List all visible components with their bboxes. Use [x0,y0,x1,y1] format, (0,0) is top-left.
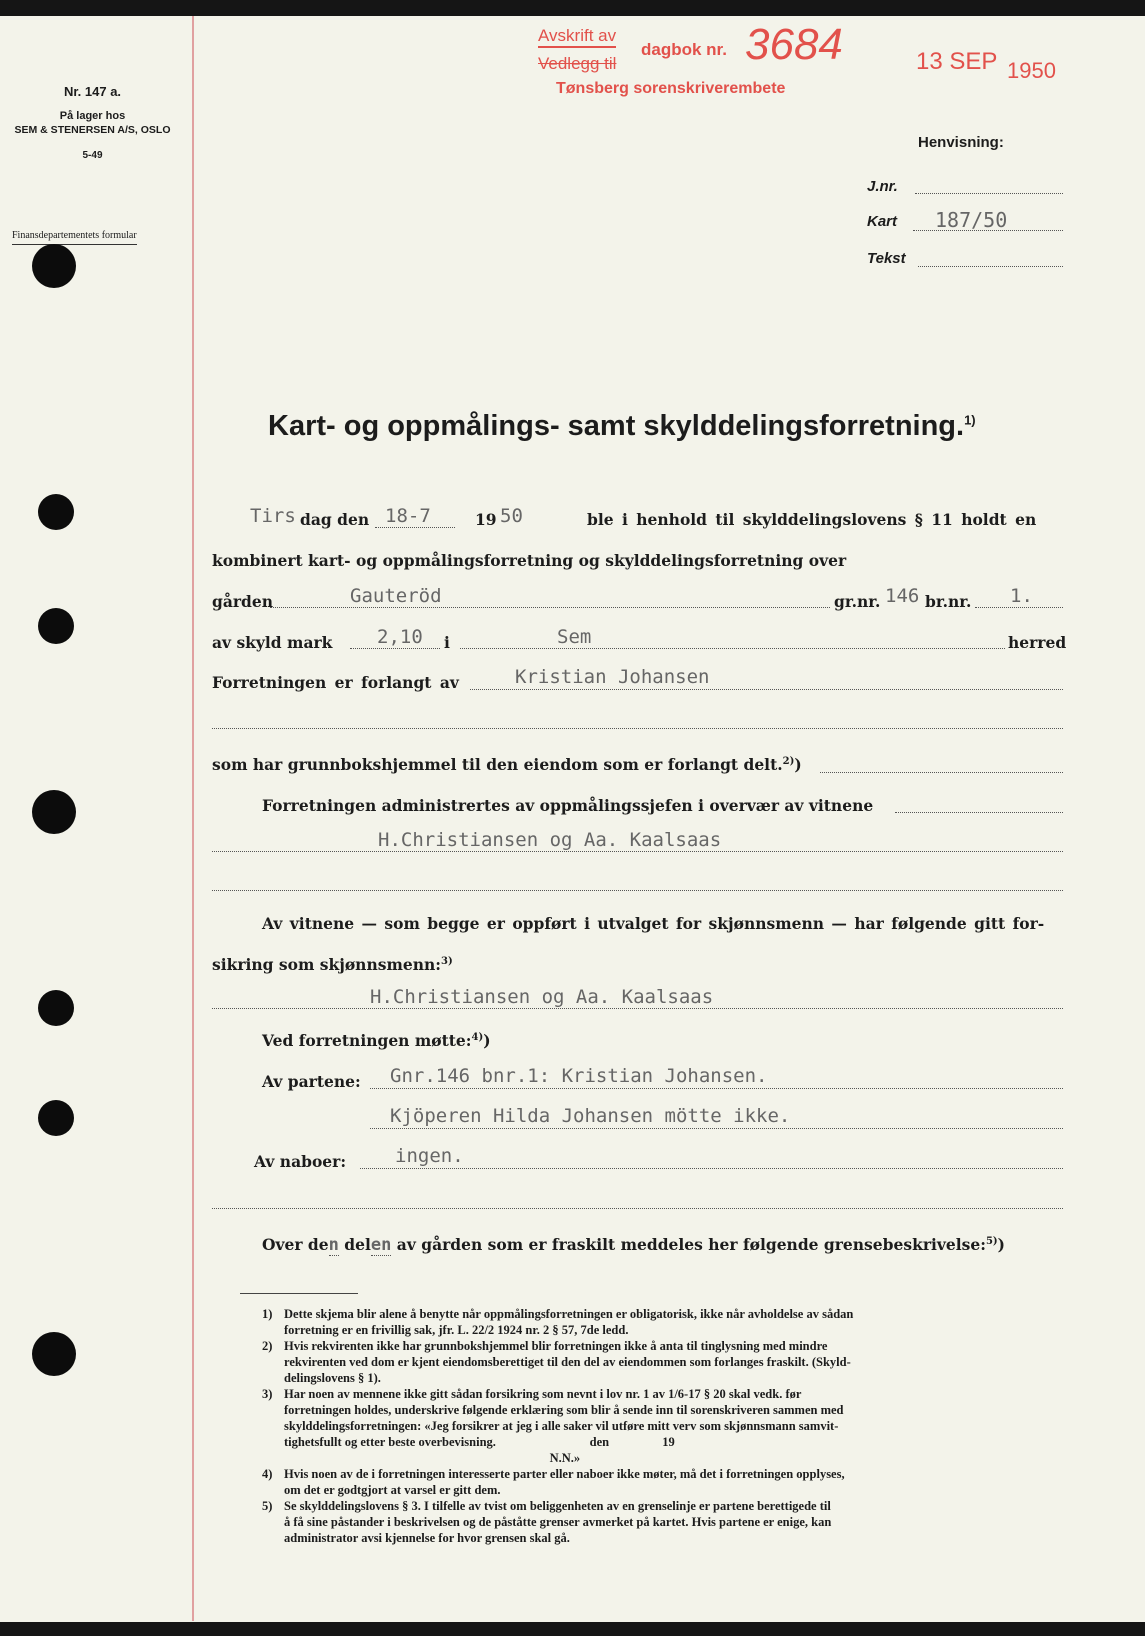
footnote-line: tighetsfullt og etter beste overbevisning. den 19 [284,1435,675,1449]
assessors-value: H.Christiansen og Aa. Kaalsaas [370,986,714,1008]
punch-hole [38,1100,74,1136]
stamp-dagbok-label: dagbok nr. [641,40,727,59]
scan-border-top [0,0,1145,16]
department-label: Finansdepartementets formular [12,230,137,245]
kart-label: Kart [867,213,898,230]
witness-text-2: sikring som skjønnsmenn:$^{3)}$ [212,955,453,974]
footnote [262,1306,1072,1338]
i-label: i [444,633,450,652]
herred-label: herred [1008,633,1067,652]
footnote-line: skylddelingsforretningen: «Jeg forsikrer at jeg i alle saker vil utføre mitt verv som skjønnsmann samvit- [284,1419,839,1433]
footnote [262,1466,1072,1498]
stamp-office: Tønsberg sorenskriverembete [556,80,786,97]
boundary-text: Over den delen av gården som er fraskilt meddeles her følgende grensebeskrivelse:$^{5)}$) [262,1235,1005,1255]
footnotes [262,1306,1072,1546]
garden-label: gården [212,592,274,611]
garden-value: Gauteröd [350,585,442,607]
kart-value: 187/50 [935,208,1008,232]
footnote [262,1498,1072,1546]
year-prefix: 19 [475,510,497,529]
footnote-line: Hvis rekvirenten ikke har grunnbokshjemmel blir forretningen ikke å anta til tinglysning med mindre [284,1339,828,1353]
jnr-field [915,193,1063,194]
tekst-label: Tekst [867,250,906,267]
footnote-line: rekvirenten ved dom er kjent eiendomsberettiget til den del av eiendommen som forlanges fraskilt. (Skyld- [284,1355,851,1369]
date-value: 18-7 [385,505,431,527]
footnote-mark: 3) [262,1387,273,1401]
footnote-line: Se skylddelingslovens § 3. I tilfelle av tvist om beliggenheten av en grenselinje er partene berettigede til [284,1499,831,1513]
herred-value: Sem [557,626,592,648]
jnr-label: J.nr. [867,178,898,195]
punch-hole [32,244,76,288]
requested-by-value: Kristian Johansen [515,666,710,688]
grunnbok-text: som har grunnbokshjemmel til den eiendom som er forlangt delt.$^{2)}$) [212,755,802,774]
stamp-dagbok-number: 3684 [745,20,843,69]
punch-hole [38,990,74,1026]
year-value: 50 [500,505,523,527]
footnote-line: å få sine påstander i beskrivelsen og de påståtte grenser avmerket på kartet. Hvis partene er enige, kan [284,1515,832,1529]
dag-den-label: dag den [300,510,370,529]
parties-value-1: Gnr.146 bnr.1: Kristian Johansen. [390,1065,768,1087]
punch-hole [38,494,74,530]
stamp-year: 1950 [1007,58,1056,83]
neighbours-label: Av naboer: [254,1152,347,1171]
form-date: 5-49 [82,150,103,161]
footnote-line: forretning er en frivillig sak, jfr. L. 22/2 1924 nr. 2 § 57, 7de ledd. [284,1323,629,1337]
footnote-line: administrator avsi kjennelse for hvor grensen skal gå. [284,1531,570,1545]
sentence-2: kombinert kart- og oppmålingsforretning og skylddelingsforretning over [212,551,847,570]
scan-border-bottom [0,1622,1145,1636]
reference-heading: Henvisning: [918,134,1004,151]
brnr-label: br.nr. [925,592,972,611]
footnote-line: Dette skjema blir alene å benytte når oppmålingsforretningen er obligatorisk, ikke når avholdelse av sådan [284,1307,854,1321]
punch-hole [38,608,74,644]
footnote-mark: 4) [262,1467,273,1481]
brnr-value: 1. [1010,585,1033,607]
skyld-label: av skyld mark [212,633,333,652]
stock-line-1: På lager hos [59,110,126,122]
footnote-line: Hvis noen av de i forretningen interesserte parter eller naboer ikke møter, må det i forretningen opplyses, [284,1467,845,1481]
stamp-date: 13 SEP [916,48,998,75]
stock-line-2: SEM & STENERSEN A/S, OSLO [14,124,171,136]
weekday-value: Tirs [250,505,296,527]
requested-by-label: Forretningen er forlangt av [212,673,459,692]
footnote-ref: 1) [964,412,976,428]
footnote-mark: 2) [262,1339,273,1353]
parties-label: Av partene: [262,1072,361,1091]
document-title: Kart- og oppmålings- samt skylddelingsforretning.$^{1)}$ [268,410,976,442]
footnote [262,1386,1072,1466]
form-number: Nr. 147 a. [63,84,122,99]
witnesses-value: H.Christiansen og Aa. Kaalsaas [378,829,722,851]
stamp-avskrift: Avskrift av [538,26,616,48]
skyld-value: 2,10 [377,626,423,648]
footnote-line: Har noen av mennene ikke gitt sådan forsikring som nevnt i lov nr. 1 av 1/6-17 § 20 skal vedk. før [284,1387,802,1401]
footnote-line: delingslovens § 1). [284,1371,381,1385]
grnr-label: gr.nr. [834,592,881,611]
neighbours-value: ingen. [395,1145,464,1167]
admin-text: Forretningen administrertes av oppmålingssjefen i overvær av vitnene [262,796,874,815]
footnote-line: N.N.» [284,1451,581,1465]
grnr-value: 146 [885,585,920,607]
garden-field [270,607,830,608]
footnote-line: forretningen holdes, underskrive følgende erklæring som blir å sende inn til sorenskriveren sammen med [284,1403,844,1417]
parties-value-2: Kjöperen Hilda Johansen mötte ikke. [390,1105,791,1127]
punch-hole [32,1332,76,1376]
footnote-mark: 1) [262,1307,273,1321]
stamp-vedlegg: Vedlegg til [538,54,617,73]
footnote-divider [240,1293,358,1294]
margin-line [192,16,194,1621]
footnote-line: om det er godtgjort at varsel er gitt dem. [284,1483,501,1497]
footnote [262,1338,1072,1386]
witness-text-1: Av vitnene — som begge er oppført i utvalget for skjønnsmenn — har følgende gitt for- [262,914,1045,933]
punch-hole [32,790,76,834]
tekst-field [918,266,1063,267]
footnote-mark: 5) [262,1499,273,1513]
sentence-1: ble i henhold til skylddelingslovens § 11 holdt en [587,510,1037,529]
present-label: Ved forretningen møtte:$^{4)}$) [262,1031,491,1050]
